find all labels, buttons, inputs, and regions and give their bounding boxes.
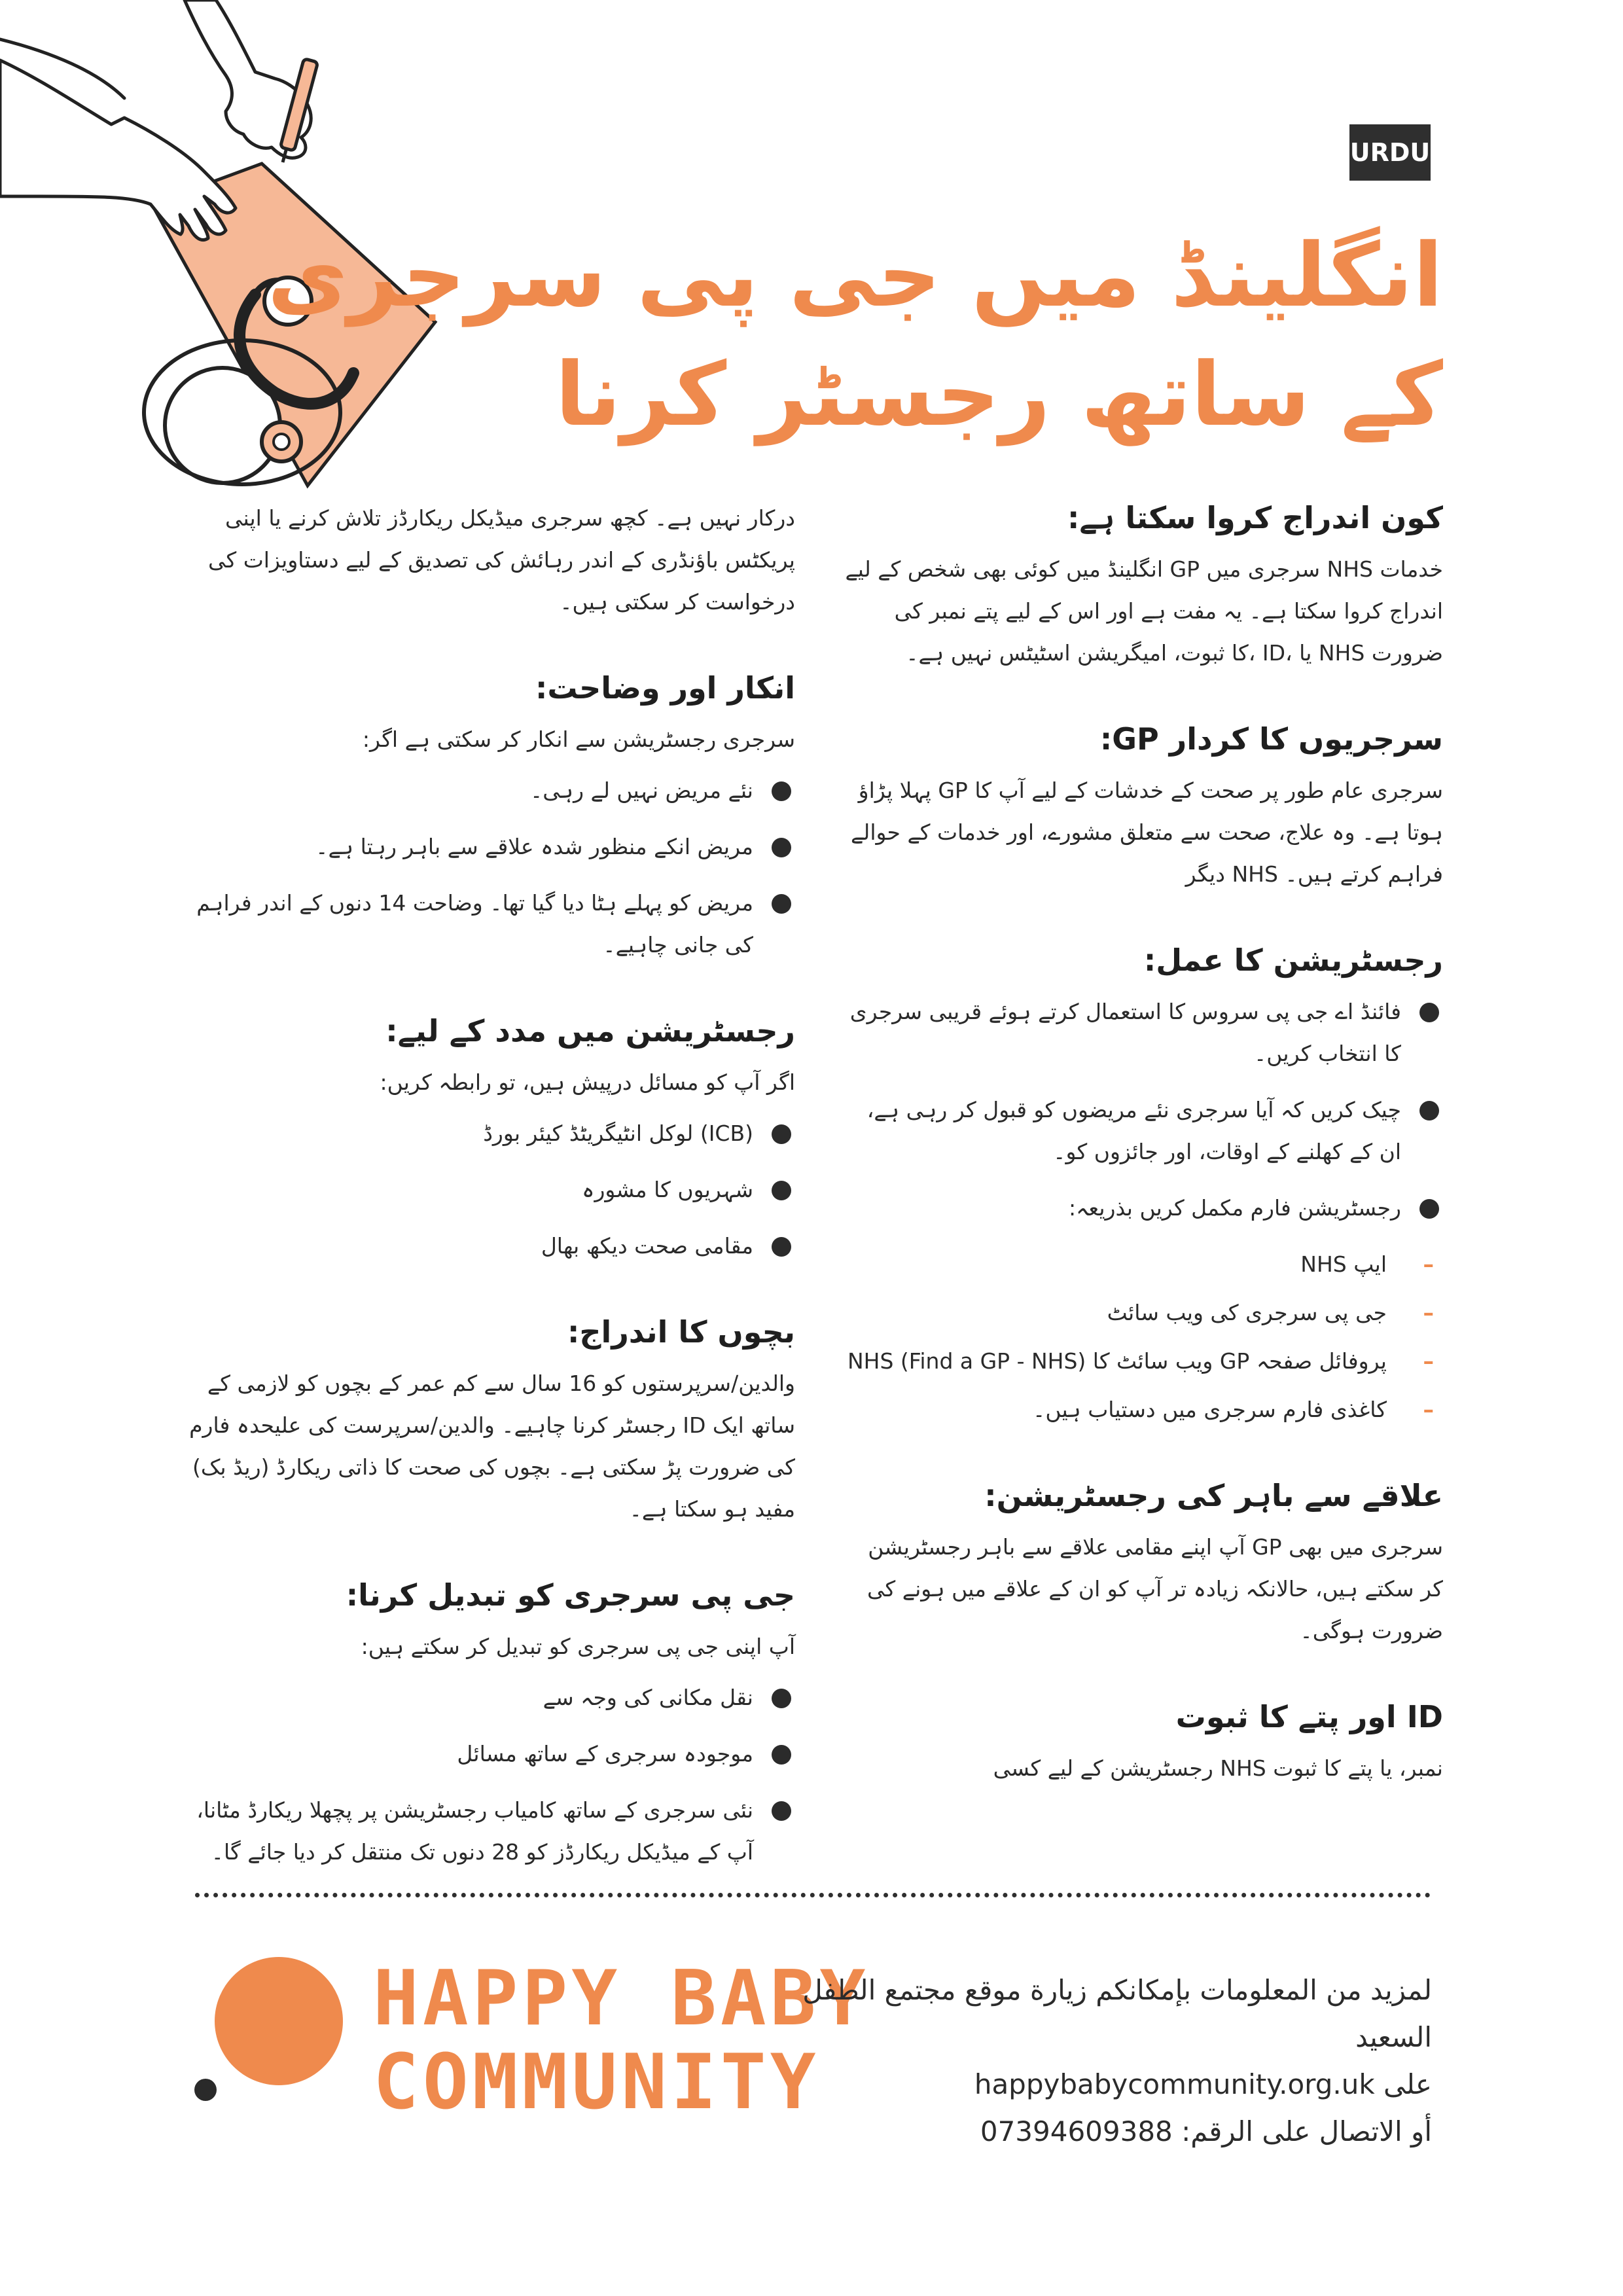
brand-line-2: COMMUNITY: [373, 2038, 820, 2126]
list-item: فائنڈ اے جی پی سروس کا استعمال کرتے ہوئے قریبی سرجری کا انتخاب کریں۔: [844, 991, 1443, 1075]
list-item: نئے مریض نہیں لے رہی۔: [177, 770, 795, 812]
contact-website[interactable]: على happybabycommunity.org.uk: [974, 2068, 1432, 2100]
happy-baby-logo-icon: [194, 1956, 344, 2106]
sub-list-item: – ایپ NHS: [844, 1244, 1443, 1285]
page-title-line-2: کے ساتھ رجسٹر کرنا: [555, 344, 1443, 446]
page-title: [267, 216, 1443, 454]
section-heading: رجسٹریشن کا عمل:: [1143, 942, 1443, 978]
list-item: نئی سرجری کے ساتھ کامیاب رجسٹریشن پر پچھلا ریکارڈ مٹانا، آپ کے میڈیکل ریکارڈز کو 28 دنوں تک منتقل کر دیا جائے گا۔: [177, 1789, 795, 1873]
section-children: [177, 1312, 795, 1530]
section-body: سرجری عام طور پر صحت کے خدشات کے لیے آپ کا GP پہلا پڑاؤ ہوتا ہے۔ وہ علاج، صحت سے متعلق مشورے، اور خدمات کے حوالے فراہم کرتے ہیں۔ NHS دیگر: [850, 778, 1443, 887]
section-change-gp: [177, 1575, 795, 1873]
list-item: مریض کو پہلے ہٹا دیا گیا تھا۔ وضاحت 14 دنوں کے اندر فراہم کی جانی چاہیے۔: [177, 882, 795, 966]
section-heading: جی پی سرجری کو تبدیل کرنا:: [346, 1577, 795, 1613]
section-intro: سرجری رجسٹریشن سے انکار کر سکتی ہے اگر:: [362, 726, 795, 752]
section-id-proof: [844, 1696, 1443, 1789]
section-heading: رجسٹریشن میں مدد کے لیے:: [385, 1013, 795, 1049]
sub-list-item: – پروفائل صفحہ GP ویب سائٹ کا NHS (Find a GP - NHS): [844, 1340, 1443, 1382]
dotted-divider: [195, 1893, 1431, 1897]
contact-info: [745, 1967, 1432, 2155]
section-registration-process: [844, 940, 1443, 1431]
section-body: درکار نہیں ہے۔ کچھ سرجری میڈیکل ریکارڈز تلاش کرنے یا اپنی پریکٹس باؤنڈری کے اندر رہائش کی تصدیق کے لیے دستاویزات کی درخواست کر سکتی ہیں۔: [208, 505, 795, 615]
right-column: [844, 497, 1443, 1834]
section-heading: سرجریوں کا کردار GP:: [1099, 721, 1443, 757]
help-list: [177, 1113, 795, 1267]
section-heading: کون اندراج کروا سکتا ہے:: [1067, 500, 1443, 535]
section-id-continuation: [177, 497, 795, 623]
section-intro: اگر آپ کو مسائل درپیش ہیں، تو رابطہ کریں:: [380, 1069, 795, 1095]
section-help: [177, 1011, 795, 1267]
list-item: مریض انکے منظور شدہ علاقے سے باہر رہتا ہے۔: [177, 826, 795, 868]
page-title-line-1: انگلینڈ میں جی پی سرجری: [267, 224, 1443, 327]
hand-left-icon: [0, 39, 236, 240]
section-body: خدمات NHS سرجری میں GP انگلینڈ میں کوئی بھی شخص کے لیے اندراج کروا سکتا ہے۔ یہ مفت ہے اور اس کے لیے پتے نمبر کی ضرورت NHS یا ،ID ،کا ثبوت، امیگریشن اسٹیٹس نہیں ہے۔: [845, 556, 1443, 666]
section-heading: علاقے سے باہر کی رجسٹریشن:: [984, 1478, 1443, 1513]
contact-phone[interactable]: أو الاتصال على الرقم: 07394609388: [980, 2115, 1432, 2147]
list-item: موجودہ سرجری کے ساتھ مسائل: [177, 1733, 795, 1775]
section-heading: انکار اور وضاحت:: [535, 670, 795, 706]
section-heading: ID اور پتے کا ثبوت: [1175, 1699, 1443, 1734]
brand-line-1: HAPPY BABY: [373, 1954, 870, 2043]
process-sublist: [844, 1244, 1443, 1431]
sub-list-item: – کاغذی فارم سرجری میں دستیاب ہیں۔: [844, 1389, 1443, 1431]
section-out-of-area: [844, 1475, 1443, 1652]
section-body: سرجری میں بھی GP آپ اپنے مقامی علاقے سے باہر رجسٹریشن کر سکتے ہیں، حالانکہ زیادہ تر آپ کو ان کے علاقے میں ہونے کی ضرورت ہوگی۔: [867, 1534, 1443, 1643]
section-who-can-register: [844, 497, 1443, 674]
change-list: [177, 1677, 795, 1873]
left-column: [177, 497, 795, 1918]
section-body: والدین/سرپرستوں کو 16 سال سے کم عمر کے بچوں کو لازمی کے ساتھ ایک ID رجسٹر کرنا چاہیے۔ والدین/سرپرست کی علیحدہ فارم کی ضرورت پڑ سکتی ہے۔ بچوں کی صحت کا ذاتی ریکارڈ (ریڈ بک) مفید ہو سکتا ہے۔: [189, 1371, 795, 1522]
list-item: مقامی صحت دیکھ بھال: [177, 1225, 795, 1267]
list-item: رجسٹریشن فارم مکمل کریں بذریعہ:: [844, 1187, 1443, 1229]
sub-list-item: – جی پی سرجری کی ویب سائٹ: [844, 1292, 1443, 1334]
list-item: چیک کریں کہ آیا سرجری نئے مریضوں کو قبول کر رہی ہے، ان کے کھلنے کے اوقات، اور جائزوں کو۔: [844, 1089, 1443, 1173]
list-item: (ICB) لوکل انٹیگریٹڈ کیئر بورڈ: [177, 1113, 795, 1155]
list-item: شہریوں کا مشورہ: [177, 1169, 795, 1211]
list-item: نقل مکانی کی وجہ سے: [177, 1677, 795, 1719]
section-gp-role: [844, 719, 1443, 895]
refusal-list: [177, 770, 795, 966]
section-heading: بچوں کا اندراج:: [567, 1314, 795, 1350]
section-body: نمبر، یا پتے کا ثبوت NHS رجسٹریشن کے لیے کسی: [993, 1755, 1443, 1781]
contact-line-1: لمزيد من المعلومات بإمكانكم زيارة موقع مجتمع الطفل السعيد: [802, 1974, 1432, 2053]
process-list: [844, 991, 1443, 1229]
section-refusal: [177, 668, 795, 966]
section-intro: آپ اپنی جی پی سرجری کو تبدیل کر سکتے ہیں:: [361, 1634, 795, 1659]
language-badge: URDU: [1349, 124, 1431, 181]
